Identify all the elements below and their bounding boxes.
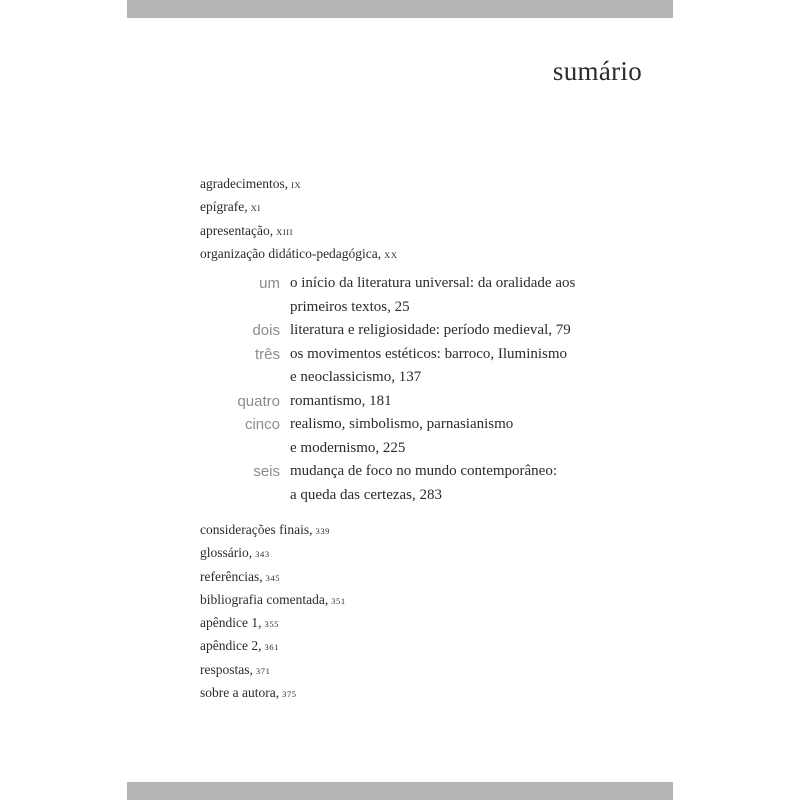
chapter-title <box>290 319 571 343</box>
entry-page: XI <box>250 203 261 214</box>
entry-page: 355 <box>264 619 280 630</box>
chapter-title-line: a queda das certezas, 283 <box>290 486 443 503</box>
back-matter-item <box>200 541 346 564</box>
entry-label: glossário, <box>200 545 253 561</box>
back-matter-item <box>200 681 346 704</box>
entry-page: 339 <box>315 526 331 536</box>
chapter-list <box>200 272 620 507</box>
front-matter-item <box>200 219 398 242</box>
chapter-entry <box>200 460 620 507</box>
chapter-title-line: o início da literatura universal: da oralidade aos <box>290 275 576 291</box>
chapter-title <box>290 460 557 507</box>
chapter-number: dois <box>252 322 280 339</box>
chapter-entry <box>200 319 620 343</box>
entry-label: respostas, <box>200 661 253 677</box>
chapter-title-line: e neoclassicismo, 137 <box>290 369 422 385</box>
entry-label: organização didático-pedagógica, <box>200 245 382 261</box>
chapter-number: três <box>254 345 280 363</box>
chapter-entry <box>200 272 620 319</box>
chapter-entry <box>200 343 620 390</box>
chapter-title-line: realismo, simbolismo, parnasianismo <box>290 416 514 432</box>
back-matter-item <box>200 588 346 611</box>
entry-page: XIII <box>276 226 294 237</box>
front-matter-item <box>200 195 398 218</box>
chapter-title-line: literatura e religiosidade: período medieval, 79 <box>290 322 571 338</box>
entry-label: agradecimentos, <box>200 176 289 191</box>
back-matter-item <box>200 518 346 541</box>
chapter-title <box>290 343 567 390</box>
entry-page: 371 <box>255 665 271 676</box>
entry-page: XX <box>384 249 398 260</box>
entry-page: 361 <box>264 642 280 653</box>
back-matter-item <box>200 634 346 657</box>
chapter-entry <box>200 390 620 414</box>
top-bar <box>127 0 673 18</box>
chapter-title-line: romantismo, 181 <box>290 392 392 409</box>
chapter-number: um <box>259 275 280 292</box>
chapter-title-line: mudança de foco no mundo contemporâneo: <box>290 463 557 479</box>
chapter-title <box>290 413 513 460</box>
entry-label: apêndice 1, <box>200 615 262 631</box>
front-matter-item <box>200 242 398 265</box>
chapter-title <box>290 390 392 414</box>
back-matter-item <box>200 658 346 681</box>
entry-label: sobre a autora, <box>200 685 280 701</box>
chapter-title-line: e modernismo, 225 <box>290 439 406 456</box>
entry-page: 345 <box>265 572 281 583</box>
entry-label: epígrafe, <box>200 199 248 215</box>
entry-label: bibliografia comentada, <box>200 591 329 607</box>
entry-page: 375 <box>282 689 297 700</box>
entry-label: considerações finais, <box>200 522 313 537</box>
chapter-number: seis <box>253 463 280 480</box>
bottom-bar <box>127 782 673 800</box>
entry-label: apêndice 2, <box>200 638 262 654</box>
chapter-number: quatro <box>237 392 280 410</box>
back-matter-item <box>200 565 346 588</box>
front-matter-item <box>200 172 398 195</box>
entry-page: 343 <box>255 549 270 560</box>
front-matter-list <box>200 172 398 265</box>
entry-page: IX <box>291 180 302 190</box>
chapter-number: cinco <box>244 416 280 433</box>
entry-label: referências, <box>200 568 263 584</box>
back-matter-list <box>200 518 346 704</box>
chapter-entry <box>200 413 620 460</box>
entry-label: apresentação, <box>200 222 274 238</box>
back-matter-item <box>200 611 346 634</box>
page-title: sumário <box>552 56 642 86</box>
chapter-title-line: primeiros textos, 25 <box>290 298 410 315</box>
entry-page: 351 <box>331 595 346 606</box>
chapter-title <box>290 272 575 319</box>
chapter-title-line: os movimentos estéticos: barroco, Iluminismo <box>290 345 568 362</box>
